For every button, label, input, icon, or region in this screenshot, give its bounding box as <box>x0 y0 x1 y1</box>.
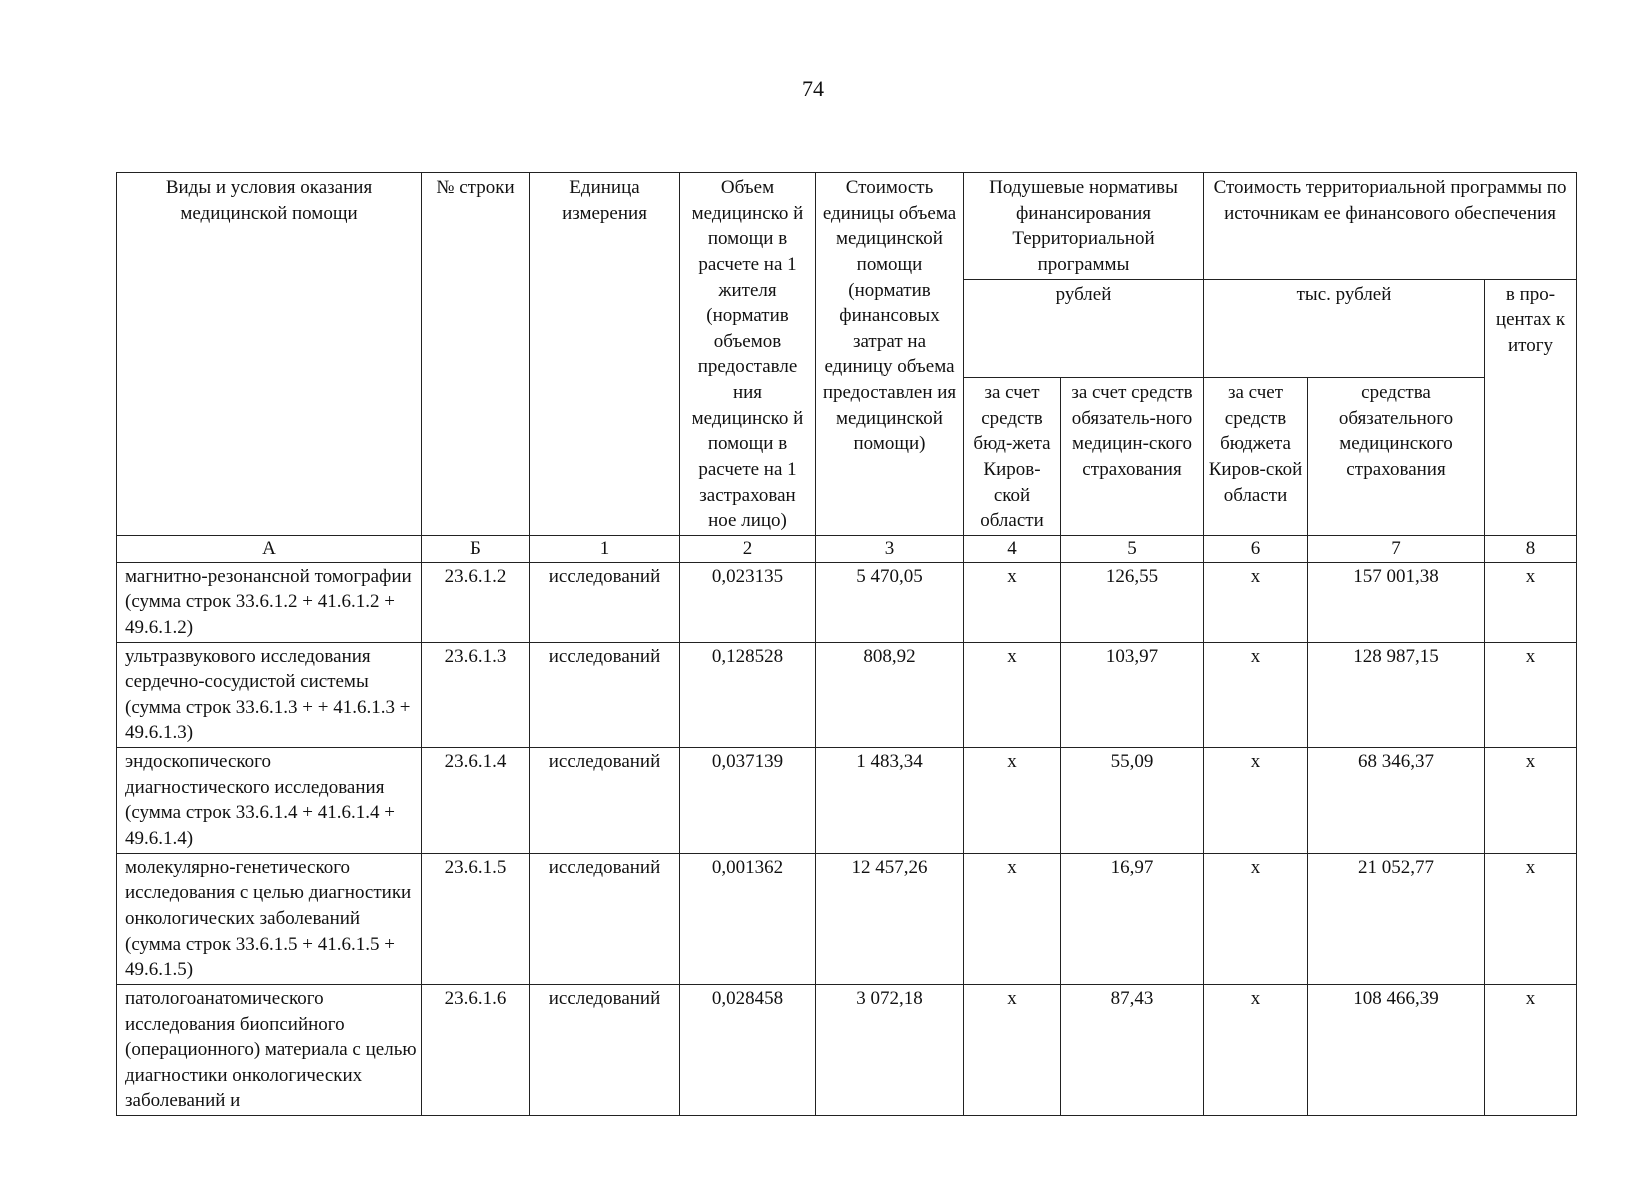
row-col8: х <box>1485 562 1577 642</box>
row-volume: 0,037139 <box>680 748 816 854</box>
row-unit: исследований <box>530 562 680 642</box>
header-thousand-rub: тыс. рублей <box>1204 279 1485 378</box>
row-col6: х <box>1204 853 1308 984</box>
header-program-cost-group: Стоимость территориальной программы по источникам ее финансового обеспечения <box>1204 173 1577 280</box>
row-volume: 0,028458 <box>680 984 816 1115</box>
header-rub: рублей <box>964 279 1204 378</box>
row-unit: исследований <box>530 984 680 1115</box>
row-col4: х <box>964 748 1061 854</box>
table-row <box>117 984 1577 1115</box>
header-regional-budget-rub: за счет средств бюд-жета Киров-ской области <box>964 378 1061 536</box>
column-index: 6 <box>1204 535 1308 562</box>
row-col5: 87,43 <box>1061 984 1204 1115</box>
row-col5: 126,55 <box>1061 562 1204 642</box>
table-row <box>117 642 1577 748</box>
row-unit: исследований <box>530 642 680 748</box>
row-col8: х <box>1485 853 1577 984</box>
row-col5: 103,97 <box>1061 642 1204 748</box>
column-index: 4 <box>964 535 1061 562</box>
table-row <box>117 562 1577 642</box>
header-kind: Виды и условия оказания медицинской помощи <box>117 173 422 536</box>
row-col8: х <box>1485 984 1577 1115</box>
column-index: А <box>117 535 422 562</box>
row-cost: 1 483,34 <box>816 748 964 854</box>
row-cost: 3 072,18 <box>816 984 964 1115</box>
row-volume: 0,001362 <box>680 853 816 984</box>
column-index: 8 <box>1485 535 1577 562</box>
row-col4: х <box>964 562 1061 642</box>
row-line: 23.6.1.4 <box>422 748 530 854</box>
row-cost: 12 457,26 <box>816 853 964 984</box>
row-volume: 0,128528 <box>680 642 816 748</box>
row-col7: 128 987,15 <box>1308 642 1485 748</box>
row-line: 23.6.1.3 <box>422 642 530 748</box>
row-line: 23.6.1.6 <box>422 984 530 1115</box>
column-index: 7 <box>1308 535 1485 562</box>
page-number: 74 <box>802 76 824 101</box>
row-name: ультразвукового исследования сердечно-сосудистой системы (сумма строк 33.6.1.3 + + 41.6.1.3 + 49.6.1.3) <box>117 642 422 748</box>
row-cost: 808,92 <box>816 642 964 748</box>
row-col6: х <box>1204 984 1308 1115</box>
row-unit: исследований <box>530 853 680 984</box>
row-col7: 108 466,39 <box>1308 984 1485 1115</box>
row-col5: 55,09 <box>1061 748 1204 854</box>
row-col8: х <box>1485 642 1577 748</box>
row-col7: 157 001,38 <box>1308 562 1485 642</box>
row-col6: х <box>1204 562 1308 642</box>
column-index: 5 <box>1061 535 1204 562</box>
row-line: 23.6.1.2 <box>422 562 530 642</box>
header-unit-cost: Стоимость единицы объема медицинской помощи (норматив финансовых затрат на единицу объема предоставлен ия медицинской помощи) <box>816 173 964 536</box>
table-row <box>117 853 1577 984</box>
row-col8: х <box>1485 748 1577 854</box>
header-oms-thousand: средства обязательного медицинского страхования <box>1308 378 1485 536</box>
row-cost: 5 470,05 <box>816 562 964 642</box>
column-index: 3 <box>816 535 964 562</box>
header-volume: Объем медицинско й помощи в расчете на 1 жителя (норматив объемов предоставле ния медицинско й помощи в расчете на 1 застрахован ное лицо) <box>680 173 816 536</box>
header-line-number: № строки <box>422 173 530 536</box>
row-name: молекулярно-генетического исследования с целью диагностики онкологических заболеваний (сумма строк 33.6.1.5 + 41.6.1.5 + 49.6.1.5) <box>117 853 422 984</box>
funding-table <box>116 172 1577 1116</box>
row-volume: 0,023135 <box>680 562 816 642</box>
row-col4: х <box>964 853 1061 984</box>
row-name: эндоскопического диагностического исследования (сумма строк 33.6.1.4 + 41.6.1.4 + 49.6.1.4) <box>117 748 422 854</box>
header-regional-budget-thousand: за счет средств бюджета Киров-ской области <box>1204 378 1308 536</box>
table-row <box>117 748 1577 854</box>
column-index: 2 <box>680 535 816 562</box>
row-name: патологоанатомического исследования биопсийного (операционного) материала с целью диагностики онкологических заболеваний и <box>117 984 422 1115</box>
header-percent: в про-центах к итогу <box>1485 279 1577 535</box>
row-unit: исследований <box>530 748 680 854</box>
row-col6: х <box>1204 748 1308 854</box>
row-col4: х <box>964 642 1061 748</box>
header-oms-rub: за счет средств обязатель-ного медицин-ского страхования <box>1061 378 1204 536</box>
row-col6: х <box>1204 642 1308 748</box>
header-per-capita-group: Подушевые нормативы финансирования Территориальной программы <box>964 173 1204 280</box>
row-col7: 21 052,77 <box>1308 853 1485 984</box>
row-col7: 68 346,37 <box>1308 748 1485 854</box>
header-unit: Единица измерения <box>530 173 680 536</box>
row-col4: х <box>964 984 1061 1115</box>
row-col5: 16,97 <box>1061 853 1204 984</box>
column-index-row <box>117 535 1577 562</box>
column-index: 1 <box>530 535 680 562</box>
column-index: Б <box>422 535 530 562</box>
row-name: магнитно-резонансной томографии (сумма строк 33.6.1.2 + 41.6.1.2 + 49.6.1.2) <box>117 562 422 642</box>
row-line: 23.6.1.5 <box>422 853 530 984</box>
